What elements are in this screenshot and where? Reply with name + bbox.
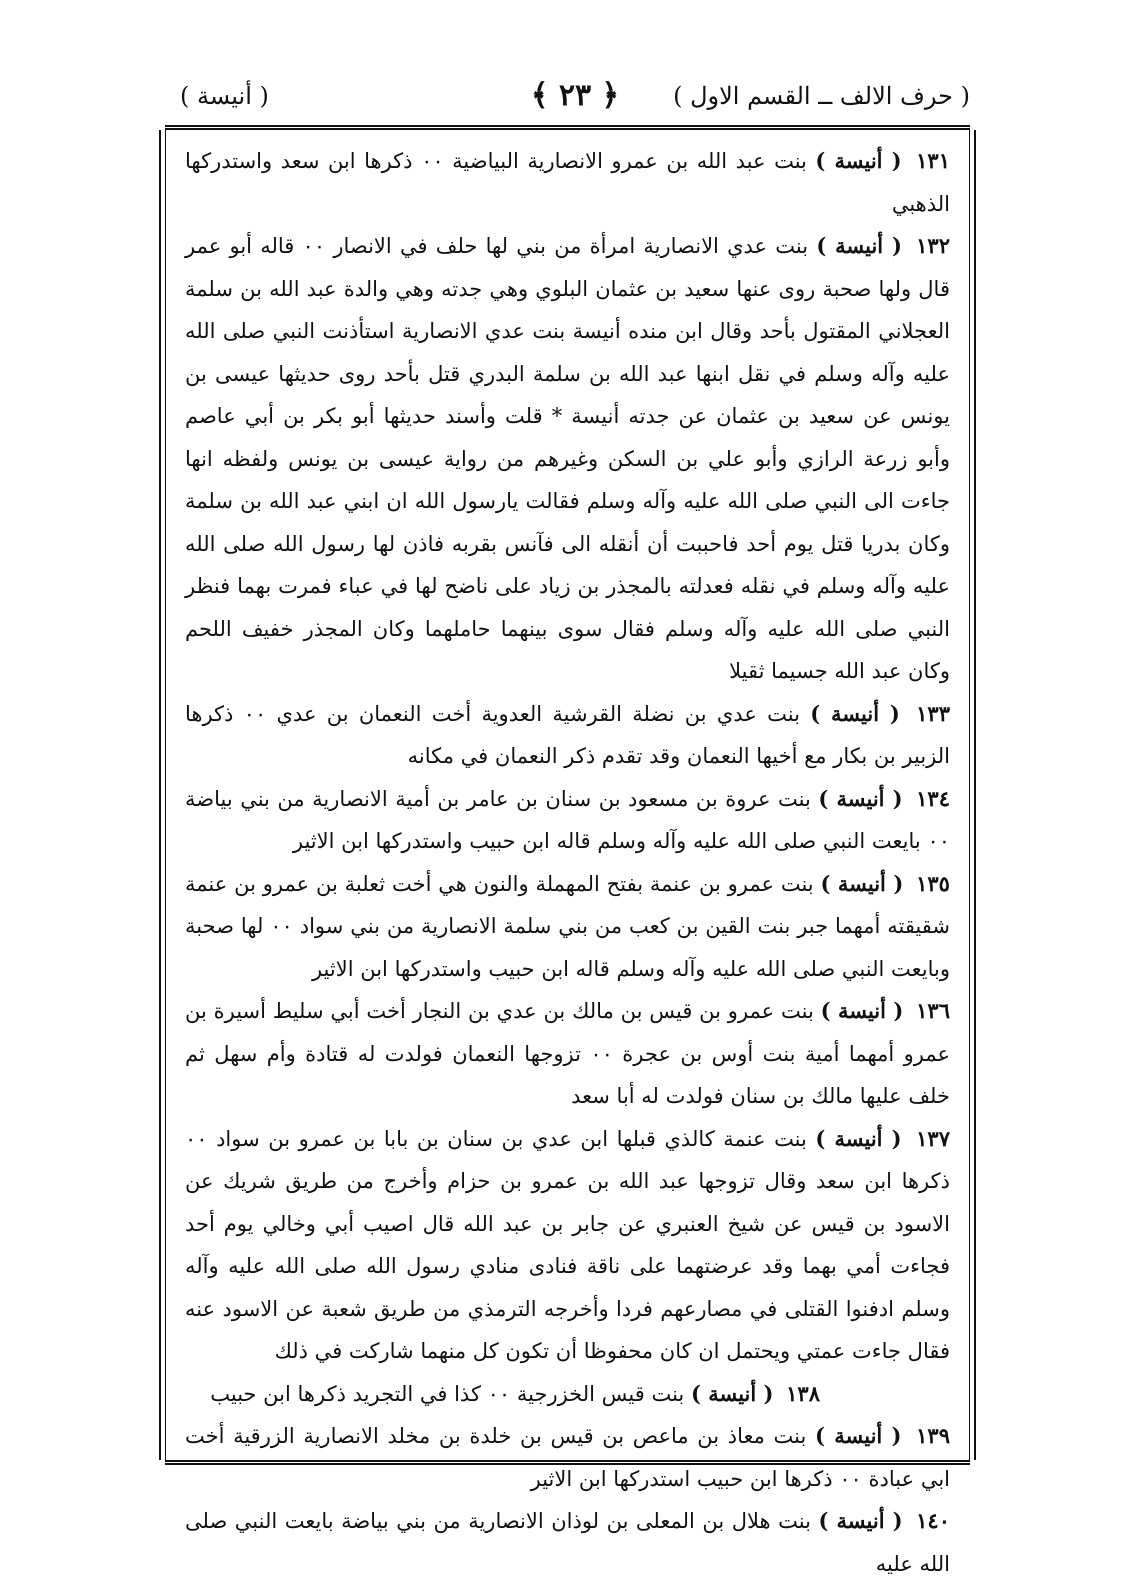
entry-name: ( أنيسة ) (690, 1380, 774, 1406)
entry-text: بنت عمرو بن قيس بن مالك بن عدي بن النجار أخت أبي سليط أسيرة بن عمرو أمهما أمية بنت أوس بن عجرة ٠٠ تزوجها النعمان فولدت له قتادة وأم سهل ثم خلف عليها مالك بن سنان فولدت له أبا سعد (185, 999, 950, 1108)
entry-name: ( أنيسة ) (815, 1125, 902, 1151)
entry-number: ١٣٧ (916, 1125, 950, 1151)
entry-text: بنت قيس الخزرجية ٠٠ كذا في التجريد ذكرها ابن حبيب (210, 1381, 685, 1406)
page-number: ﴿ ٢٣ ﴾ (530, 78, 620, 113)
entry-137 (185, 1118, 950, 1373)
entry-number: ١٣٥ (916, 870, 950, 896)
entry-number: ١٣٨ (786, 1380, 820, 1406)
entry-text: بنت عدي بن نضلة القرشية العدوية أخت النعمان بن عدي ٠٠ ذكرها الزبير بن بكار مع أخيها النعمان وقد تقدم ذكر النعمان في مكانه (185, 701, 950, 768)
entry-number: ١٣٤ (916, 785, 950, 811)
entry-text: بنت عنمة كالذي قبلها ابن عدي بن سنان بن بابا بن عمرو بن سواد ٠٠ ذكرها ابن سعد وقال تزوجها عبد الله بن عمرو بن حزام وأخرج من طريق شريك عن الاسود بن قيس عن شيخ العنبري عن جابر بن عبد الله قال اصيب أبي وخالي يوم أحد فجاءت أمي بهما وقد عرضتهما على ناقة فنادى منادي رسول الله صلى الله عليه وآله وسلم ادفنوا القتلى في مصارعهم فردا وأخرجه الترمذي من طريق شعبة عن الاسود عنه فقال جاءت عمتي ويحتمل ان كان محفوظا أن تكون كل منهما شاركت في ذلك (185, 1126, 950, 1363)
entry-name: ( أنيسة ) (818, 785, 903, 811)
entry-132 (185, 225, 950, 693)
section-title: ( حرف الالف ــ القسم الاول ) (673, 82, 970, 110)
entry-name: ( أنيسة ) (820, 998, 904, 1023)
entry-text: بنت عبد الله بن عمرو الانصارية البياضية ٠٠ ذكرها ابن سعد واستدركها الذهبي (185, 149, 950, 216)
entry-name: ( أنيسة ) (818, 1508, 903, 1533)
page-frame (165, 125, 970, 1576)
entry-139 (185, 1415, 950, 1500)
entry-134 (185, 778, 950, 863)
entry-text: بنت معاذ بن ماعص بن قيس بن خلدة بن مخلد الانصارية الزرقية أخت ابي عبادة ٠٠ ذكرها ابن حبيب استدركها ابن الاثير (185, 1424, 950, 1491)
entry-text: بنت عدي الانصارية امرأة من بني لها حلف في الانصار ٠٠ قاله أبو عمر قال ولها صحبة روى عنها سعيد بن عثمان البلوي وهي جدته وهي والدة عبد الله بن سلمة العجلاني المقتول بأحد وقال ابن منده أنيسة بنت عدي الانصارية استأذنت النبي صلى الله عليه وآله وسلم في نقل ابنها عبد الله بن سلمة البدري قتل بأحد روى حديثها عيسى بن يونس عن سعيد بن عثمان عن جدته أنيسة * قلت وأسند حديثها أبو بكر بن أبي عاصم وأبو زرعة الرازي وأبو علي بن السكن وغيرهم من رواية عيسى بن يونس ولفظه انها جاءت الى النبي صلى الله عليه وآله وسلم فقالت يارسول الله ان ابني عبد الله بن سلمة وكان بدريا قتل يوم أحد فاحببت أن أنقله الى فآنس بقربه فاذن لها رسول الله صلى الله عليه وآله وسلم في نقله فعدلته بالمجذر بن زياد على ناضح لها في عباء فمرت بهما فنظر النبي صلى الله عليه وآله وسلم فقال سوى بينهما حاملهما وكان المجذر خفيف اللحم وكان عبد الله جسيما ثقيلا (185, 234, 950, 683)
entry-name: ( أنيسة ) (815, 1423, 902, 1448)
entry-140 (185, 1500, 950, 1585)
entry-text: بنت عروة بن مسعود بن سنان بن عامر بن أمية الانصارية من بني بياضة ٠٠ بايعت النبي صلى الله عليه وآله وسلم قاله ابن حبيب واستدركها ابن الاثير (185, 786, 950, 853)
entry-number: ١٣٣ (916, 700, 950, 726)
entries-text (185, 140, 950, 1585)
entry-name: ( أنيسة ) (816, 233, 902, 258)
running-head: ( أنيسة ) (180, 82, 269, 110)
entry-138 (185, 1373, 950, 1416)
entry-136 (185, 990, 950, 1118)
entry-135 (185, 863, 950, 991)
entry-133 (185, 693, 950, 778)
entry-name: ( أنيسة ) (820, 870, 904, 896)
entry-text: بنت عمرو بن عنمة بفتح المهملة والنون هي أخت ثعلبة بن عمرو بن عنمة شقيقته أمهما جبر بنت القين بن كعب من بني سلمة الانصارية من بني سواد ٠٠ لها صحبة وبايعت النبي صلى الله عليه وآله وسلم قاله ابن حبيب واستدركها ابن الاثير (185, 871, 950, 981)
entry-number: ١٣١ (916, 148, 950, 173)
entry-number: ١٣٩ (916, 1423, 950, 1448)
entry-name: ( أنيسة ) (815, 148, 902, 173)
entry-131 (185, 140, 950, 225)
entry-number: ١٤٠ (916, 1508, 950, 1533)
page-header (180, 78, 970, 122)
entry-number: ١٣٦ (916, 998, 950, 1023)
entry-number: ١٣٢ (916, 233, 950, 258)
entry-name: ( أنيسة ) (810, 700, 900, 726)
entry-text: بنت هلال بن المعلى بن لوذان الانصارية من بني بياضة بايعت النبي صلى الله عليه (185, 1509, 950, 1576)
